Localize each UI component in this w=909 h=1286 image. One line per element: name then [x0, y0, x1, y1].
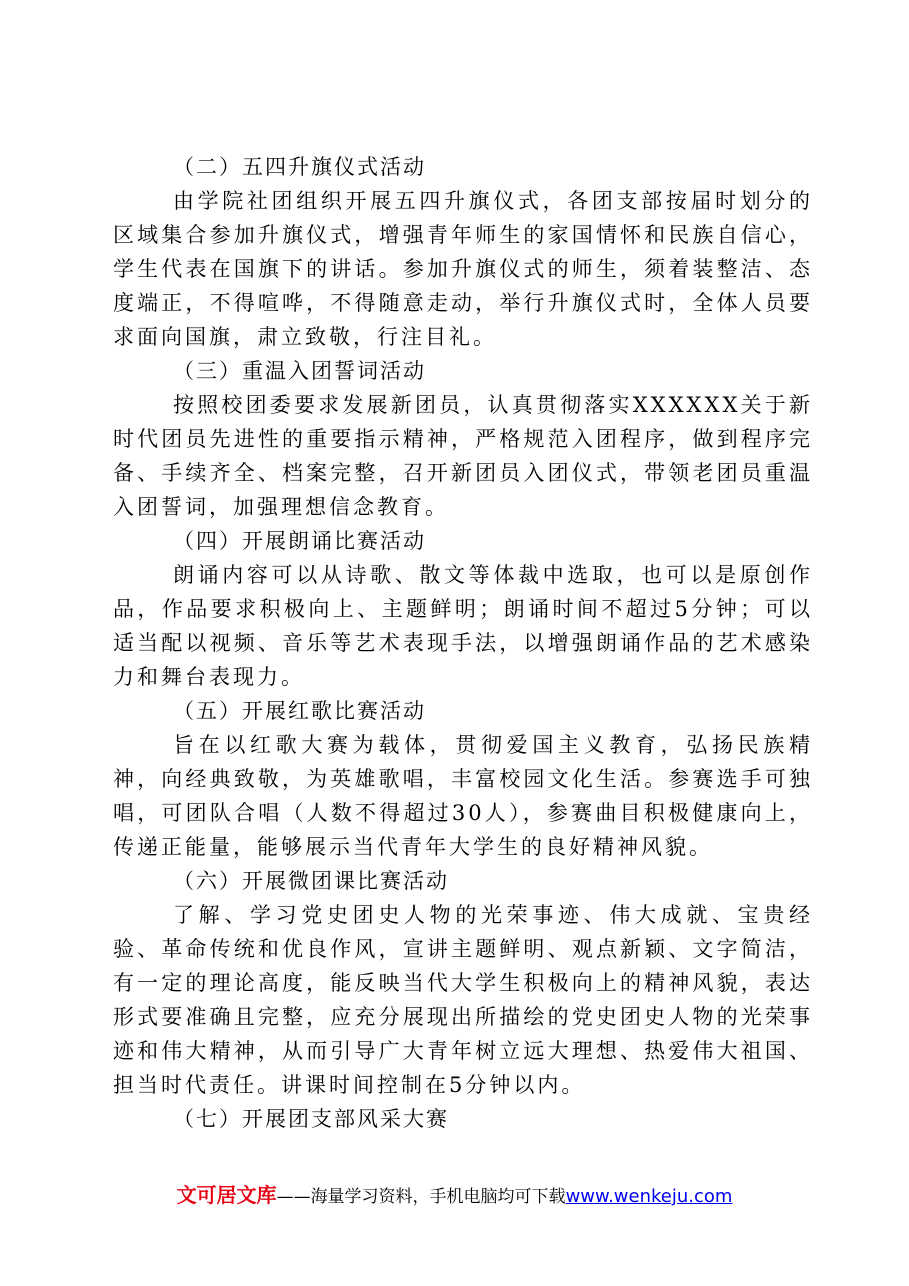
section-heading-6: （六）开展微团课比赛活动: [173, 869, 449, 893]
section-body-6: 了解、学习党史团史人物的光荣事迹、伟大成就、宝贵经验、革命传统和优良作风，宣讲主题鲜明、观点新颖、文字简洁，有一定的理论高度，能反映当代大学生积极向上的精神风貌，表达形式要准确且完整，应充分展现出所描绘的党史团史人物的光荣事迹和伟大精神，从而引导广大青年树立远大理想、热爱伟大祖国、担当时代责任。讲课时间控制在5分钟以内。: [113, 903, 813, 1097]
section-heading-4: （四）开展朗诵比赛活动: [173, 529, 426, 553]
section-heading-5: （五）开展红歌比赛活动: [173, 699, 426, 723]
footer-link[interactable]: www.wenkeju.com: [565, 1186, 733, 1207]
section-heading-2: （二）五四升旗仪式活动: [173, 155, 426, 179]
section-heading-3: （三）重温入团誓词活动: [173, 359, 426, 383]
document-body: [113, 150, 813, 1136]
section-body-3: 按照校团委要求发展新团员，认真贯彻落实XXXXXX关于新时代团员先进性的重要指示精神，严格规范入团程序，做到程序完备、手续齐全、档案完整，召开新团员入团仪式，带领老团员重温入团誓词，加强理想信念教育。: [113, 393, 813, 519]
footer-brand: 文可居文库: [176, 1183, 277, 1207]
section-body-4: 朗诵内容可以从诗歌、散文等体裁中选取，也可以是原创作品，作品要求积极向上、主题鲜明；朗诵时间不超过5分钟；可以适当配以视频、音乐等艺术表现手法，以增强朗诵作品的艺术感染力和舞台表现力。: [113, 563, 813, 689]
section-heading-7: （七）开展团支部风采大赛: [173, 1107, 449, 1131]
section-body-5: 旨在以红歌大赛为载体，贯彻爱国主义教育，弘扬民族精神，向经典致敬，为英雄歌唱，丰富校园文化生活。参赛选手可独唱，可团队合唱（人数不得超过30人），参赛曲目积极健康向上，传递正能量，能够展示当代青年大学生的良好精神风貌。: [113, 733, 813, 859]
footer-slogan: ——海量学习资料，手机电脑均可下载: [276, 1187, 566, 1207]
section-body-2: 由学院社团组织开展五四升旗仪式，各团支部按届时划分的区域集合参加升旗仪式，增强青年师生的家国情怀和民族自信心，学生代表在国旗下的讲话。参加升旗仪式的师生，须着装整洁、态度端正，不得喧哗，不得随意走动，举行升旗仪式时，全体人员要求面向国旗，肃立致敬，行注目礼。: [113, 189, 813, 349]
footer-banner: [0, 1182, 909, 1210]
